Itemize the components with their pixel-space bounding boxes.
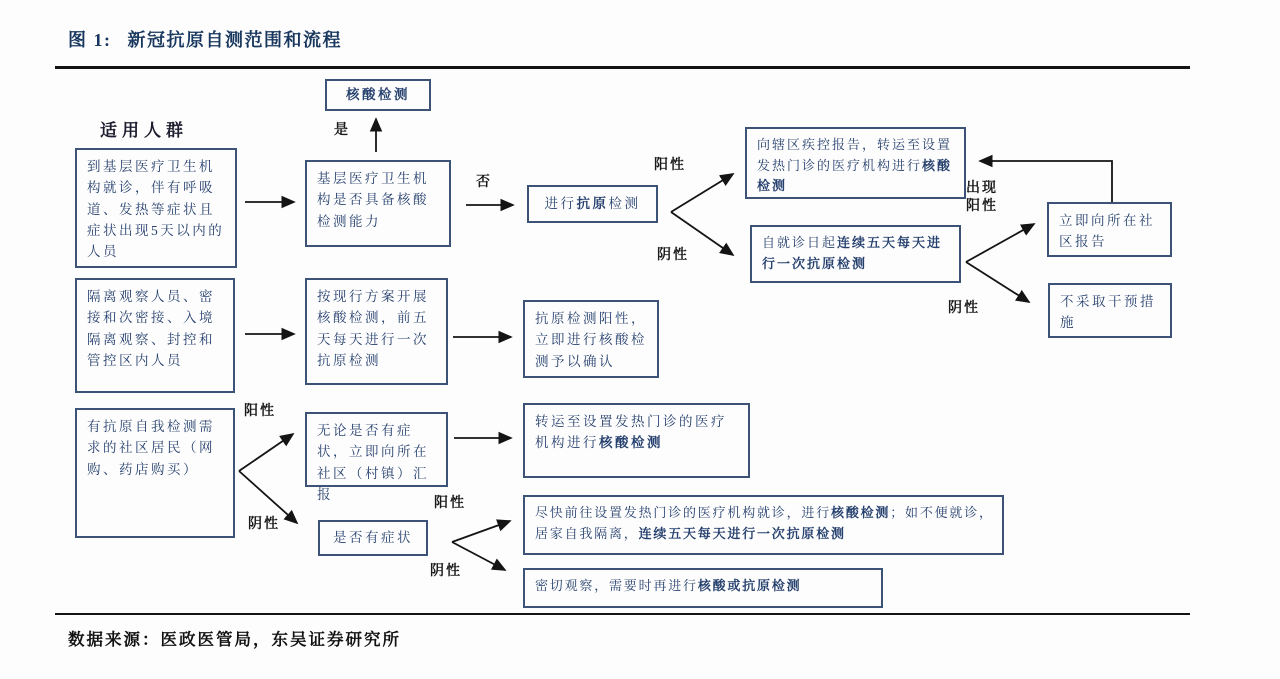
flow-box-antigen-positive-confirm: 抗原检测阳性，立即进行核酸检测予以确认 (523, 300, 659, 378)
branch-label-appear-positive: 出现阳性 (966, 181, 998, 215)
flow-box-symptoms-check: 是否有症状 (318, 520, 428, 556)
flow-box-nucleic-capability: 基层医疗卫生机构是否具备核酸检测能力 (305, 160, 451, 247)
footer-divider (55, 613, 1190, 615)
branch-label-positive-3: 阳性 (244, 404, 276, 419)
branch-label-negative-3: 阴性 (248, 517, 280, 532)
branch-label-positive-4: 阳性 (434, 496, 466, 511)
flow-box-community-residents: 有抗原自我检测需求的社区居民（网购、药店购买） (75, 408, 235, 538)
flow-box-report-village: 无论是否有症状，立即向所在社区（村镇）汇报 (305, 412, 448, 487)
flow-box-five-day-antigen: 自就诊日起连续五天每天进行一次抗原检测 (750, 225, 961, 283)
flow-box-fever-clinic-visit: 尽快前往设置发热门诊的医疗机构就诊，进行核酸检测；如不便就诊，居家自我隔离，连续五天每天进行一次抗原检测 (523, 495, 1004, 555)
flow-box-report-cdc: 向辖区疾控报告，转运至设置发热门诊的医疗机构进行核酸检测 (745, 127, 966, 199)
flow-box-close-observation: 密切观察，需要时再进行核酸或抗原检测 (523, 568, 883, 608)
data-source: 数据来源：医政医管局，东吴证券研究所 (68, 630, 401, 649)
flow-box-transfer-fever-clinic: 转运至设置发热门诊的医疗机构进行核酸检测 (523, 403, 750, 478)
flow-box-current-plan: 按现行方案开展核酸检测，前五天每天进行一次抗原检测 (305, 278, 448, 385)
branch-label-negative-1: 阴性 (657, 248, 689, 263)
flow-box-no-intervention: 不采取干预措施 (1048, 283, 1172, 338)
branch-label-negative-4: 阴性 (430, 564, 462, 579)
audience-group-label: 适用人群 (100, 121, 188, 140)
branch-label-positive-1: 阳性 (654, 158, 686, 173)
branch-label-negative-2: 阴性 (948, 301, 980, 316)
branch-label-yes: 是 (334, 123, 350, 138)
flow-box-antigen-test: 进行抗原检测 (527, 185, 658, 223)
flow-box-quarantine-people: 隔离观察人员、密接和次密接、入境隔离观察、封控和管控区内人员 (75, 278, 235, 393)
flow-box-nucleic-acid-test: 核酸检测 (325, 79, 431, 111)
flow-box-report-community: 立即向所在社区报告 (1047, 202, 1172, 257)
flow-box-clinic-patients: 到基层医疗卫生机构就诊，伴有呼吸道、发热等症状且症状出现5天以内的人员 (75, 148, 237, 268)
branch-label-no: 否 (476, 175, 492, 190)
figure-title: 新冠抗原自测范围和流程 (127, 30, 342, 50)
figure-number: 图 1: (68, 30, 112, 50)
